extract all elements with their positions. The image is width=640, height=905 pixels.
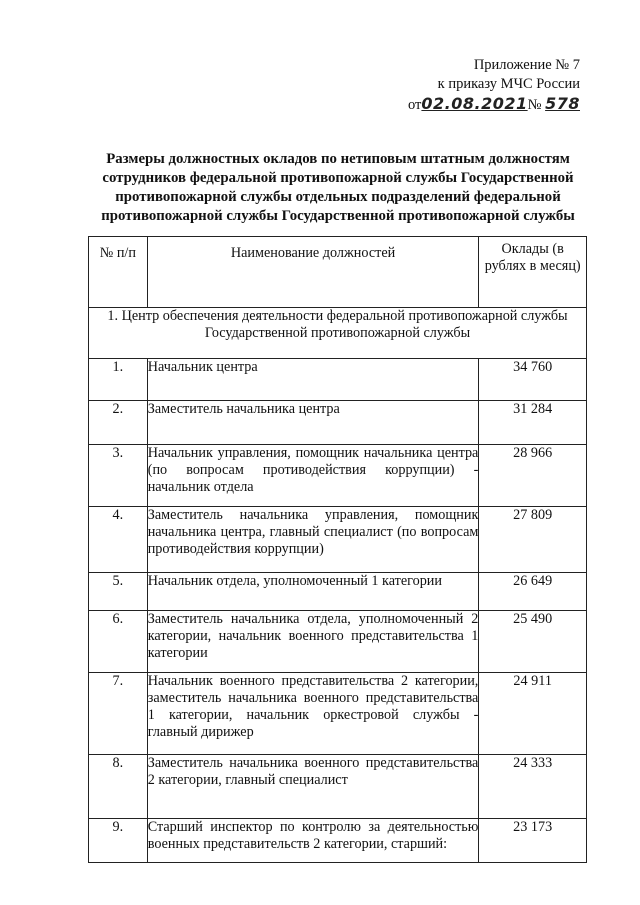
row-number: 4.	[89, 507, 148, 573]
row-position: Заместитель начальника управления, помощник начальника центра, главный специалист (по вопросам противодействия коррупции)	[147, 507, 479, 573]
row-position: Начальник военного представительства 2 категории, заместитель начальника военного представительства 1 категории, начальник оркестровой службы - главный дирижер	[147, 673, 479, 755]
table-row	[89, 573, 587, 611]
row-salary: 26 649	[479, 573, 587, 611]
document-title	[88, 150, 588, 226]
header-number: № п/п	[89, 237, 148, 308]
row-salary: 28 966	[479, 445, 587, 507]
appendix-date-prefix: от	[408, 97, 422, 113]
row-number: 2.	[89, 401, 148, 445]
appendix-number-sign: №	[527, 97, 542, 113]
title-line: противопожарной службы Государственной противопожарной службы	[101, 208, 575, 224]
table-row	[89, 611, 587, 673]
title-line: противопожарной службы отдельных подразделений федеральной	[115, 189, 561, 205]
table-row	[89, 359, 587, 401]
appendix-date-handwritten: 02.08.2021	[421, 94, 528, 113]
table-row	[89, 507, 587, 573]
row-position: Начальник отдела, уполномоченный 1 категории	[147, 573, 479, 611]
row-position: Заместитель начальника отдела, уполномоченный 2 категории, начальник военного представительства 1 категории	[147, 611, 479, 673]
table-header-row	[89, 237, 587, 308]
row-number: 9.	[89, 819, 148, 863]
table-section-row	[89, 308, 587, 359]
row-salary: 24 333	[479, 755, 587, 819]
appendix-title: Приложение № 7	[473, 57, 580, 73]
appendix-date-line	[380, 94, 580, 115]
table-row	[89, 819, 587, 863]
appendix-header	[380, 56, 580, 115]
row-number: 3.	[89, 445, 148, 507]
table-row	[89, 755, 587, 819]
section-title: 1. Центр обеспечения деятельности федеральной противопожарной службы Государственной противопожарной службы	[89, 308, 587, 359]
table-row	[89, 445, 587, 507]
row-position: Старший инспектор по контролю за деятельностью военных представительств 2 категории, старший:	[147, 819, 479, 863]
row-salary: 25 490	[479, 611, 587, 673]
row-position: Начальник управления, помощник начальника центра (по вопросам противодействия коррупции) - начальник отдела	[147, 445, 479, 507]
row-position: Заместитель начальника центра	[147, 401, 479, 445]
table-row	[89, 401, 587, 445]
row-salary: 23 173	[479, 819, 587, 863]
row-number: 1.	[89, 359, 148, 401]
appendix-order-ref: к приказу МЧС России	[437, 76, 580, 92]
row-number: 6.	[89, 611, 148, 673]
header-salary: Оклады (в рублях в месяц)	[479, 237, 587, 308]
row-number: 7.	[89, 673, 148, 755]
salary-table	[88, 236, 587, 863]
title-line: Размеры должностных окладов по нетиповым штатным должностям	[106, 151, 570, 167]
title-line: сотрудников федеральной противопожарной службы Государственной	[102, 170, 574, 186]
row-position: Начальник центра	[147, 359, 479, 401]
header-position-name: Наименование должностей	[147, 237, 479, 308]
table-row	[89, 673, 587, 755]
appendix-number-handwritten: 578	[545, 94, 580, 113]
row-salary: 31 284	[479, 401, 587, 445]
row-salary: 27 809	[479, 507, 587, 573]
row-position: Заместитель начальника военного представительства 2 категории, главный специалист	[147, 755, 479, 819]
row-salary: 24 911	[479, 673, 587, 755]
row-number: 5.	[89, 573, 148, 611]
row-salary: 34 760	[479, 359, 587, 401]
row-number: 8.	[89, 755, 148, 819]
